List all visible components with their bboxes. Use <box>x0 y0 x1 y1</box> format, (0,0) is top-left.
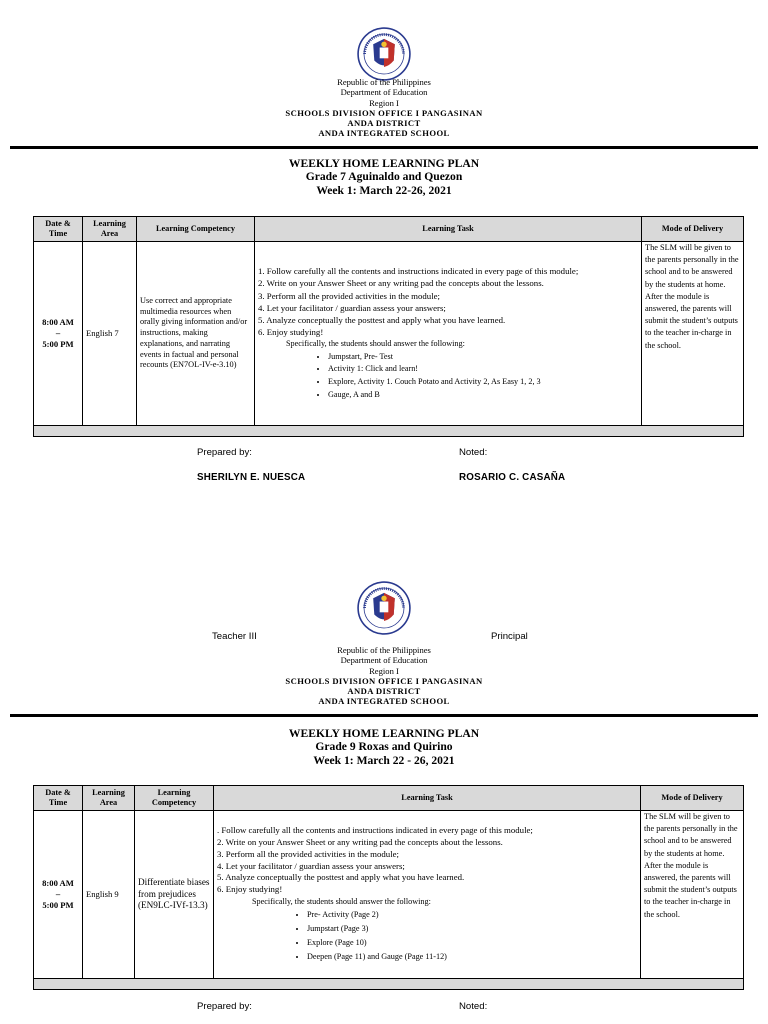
col-learning-task: Learning Task <box>214 786 641 811</box>
plan-title-block <box>0 727 768 767</box>
plan-title-block <box>0 157 768 197</box>
preparer-position: Teacher III <box>212 631 257 642</box>
activity-item: • Jumpstart (Page 3) <box>307 922 637 936</box>
task-item: 1. Follow carefully all the contents and instructions indicated in every page of this module; <box>258 266 579 277</box>
col-mode-of-delivery: Mode of Delivery <box>642 217 744 242</box>
division-line: SCHOOLS DIVISION OFFICE I PANGASINAN <box>285 675 483 686</box>
header-divider <box>10 146 758 149</box>
time-dash: – <box>55 327 61 338</box>
activity-list <box>217 908 637 964</box>
letterhead <box>0 645 768 707</box>
republic-line: Republic of the Philippines <box>337 645 431 655</box>
specifically-line: Specifically, the students should answer the following: <box>286 339 465 349</box>
prepared-by-label: Prepared by: <box>197 1001 252 1012</box>
plan-grade: Grade 7 Aguinaldo and Quezon <box>305 170 463 184</box>
mode-cell: The SLM will be given to the parents personally in the school and to be answered by the students at home. After the module is answered, the parents will submit the student’s outputs to the teacher in-charge in the school. <box>642 242 744 426</box>
col-date-time: Date & Time <box>34 786 83 811</box>
task-item: 2. Write on your Answer Sheet or any writing pad the concepts about the lessons. <box>258 278 544 289</box>
col-learning-area: Learning Area <box>83 786 135 811</box>
table-row <box>34 242 744 426</box>
col-learning-area: Learning Area <box>83 217 137 242</box>
mode-cell: The SLM will be given to the parents personally in the school and to be answered by the students at home. After the module is answered, the parents will submit the student’s outputs to the teacher in-charge in the school. <box>641 811 744 979</box>
specifically-line: Specifically, the students should answer the following: <box>252 896 431 906</box>
table-footer-row <box>34 979 744 990</box>
deped-seal-icon <box>357 581 411 635</box>
col-learning-competency: Learning Competency <box>135 786 214 811</box>
plan-week: Week 1: March 22 - 26, 2021 <box>313 753 455 767</box>
competency-cell: Differentiate biases from prejudices (EN9LC-IVf-13.3) <box>135 811 214 979</box>
school-line: ANDA INTEGRATED SCHOOL <box>318 696 450 707</box>
learning-area-cell: English 9 <box>83 811 135 979</box>
activity-list <box>258 351 638 402</box>
plan-title: WEEKLY HOME LEARNING PLAN <box>288 727 480 740</box>
task-cell <box>214 811 641 979</box>
col-date-time: Date & Time <box>34 217 83 242</box>
task-item: 2. Write on your Answer Sheet or any writing pad the concepts about the lessons. <box>217 837 503 847</box>
noted-label: Noted: <box>459 1001 488 1012</box>
school-line: ANDA INTEGRATED SCHOOL <box>318 128 450 139</box>
region-line: Region I <box>369 97 399 108</box>
learning-plan-table <box>33 785 744 990</box>
time-start: 8:00 AM <box>42 316 74 327</box>
plan-title: WEEKLY HOME LEARNING PLAN <box>288 157 480 170</box>
plan-grade: Grade 9 Roxas and Quirino <box>315 740 453 754</box>
competency-cell: Use correct and appropriate multimedia resources when orally giving information and/or instructions, making explanations, and narrating events in factual and personal recounts (EN7OL-IV-e-3.10) <box>137 242 255 426</box>
task-item: . Follow carefully all the contents and instructions indicated in every page of this module; <box>217 825 533 836</box>
footer-band <box>34 426 744 437</box>
task-item: 6. Enjoy studying! <box>217 884 283 895</box>
activity-item: • Pre- Activity (Page 2) <box>307 908 637 922</box>
time-cell <box>34 811 83 979</box>
activity-item: • Deepen (Page 11) and Gauge (Page 11-12) <box>307 950 637 964</box>
republic-line: Republic of the Philippines <box>337 77 431 87</box>
time-cell <box>34 242 83 426</box>
deped-seal-icon <box>357 27 411 81</box>
header-divider <box>10 714 758 717</box>
learning-area-cell: English 7 <box>83 242 137 426</box>
task-item: 3. Perform all the provided activities in the module; <box>217 848 400 859</box>
task-item: 3. Perform all the provided activities in the module; <box>258 290 441 301</box>
activity-item: • Activity 1: Click and learn! <box>328 363 638 376</box>
district-line: ANDA DISTRICT <box>347 118 421 129</box>
noter-name: ROSARIO C. CASAÑA <box>459 472 566 483</box>
footer-band <box>34 979 744 990</box>
activity-item: • Jumpstart, Pre- Test <box>328 351 638 364</box>
table-footer-row <box>34 426 744 437</box>
table-header-row <box>34 786 744 811</box>
task-item: 6. Enjoy studying! <box>258 327 324 338</box>
department-line: Department of Education <box>340 87 428 98</box>
activity-item: • Gauge, A and B <box>328 389 638 402</box>
col-mode-of-delivery: Mode of Delivery <box>641 786 744 811</box>
time-end: 5:00 PM <box>42 900 74 911</box>
activity-item: • Explore, Activity 1. Couch Potato and Activity 2, As Easy 1, 2, 3 <box>328 376 638 389</box>
time-dash: – <box>55 888 61 899</box>
table-header-row <box>34 217 744 242</box>
learning-plan-table <box>33 216 744 437</box>
department-line: Department of Education <box>340 655 428 666</box>
task-item: 5. Analyze conceptually the posttest and apply what you have learned. <box>217 872 465 883</box>
activity-item: • Explore (Page 10) <box>307 936 637 950</box>
task-item: 5. Analyze conceptually the posttest and apply what you have learned. <box>258 315 506 325</box>
table-row <box>34 811 744 979</box>
noted-label: Noted: <box>459 447 488 458</box>
col-learning-task: Learning Task <box>255 217 642 242</box>
plan-week: Week 1: March 22-26, 2021 <box>316 183 452 197</box>
task-item: 4. Let your facilitator / guardian assess your answers; <box>217 860 405 871</box>
preparer-name: SHERILYN E. NUESCA <box>197 472 306 483</box>
division-line: SCHOOLS DIVISION OFFICE I PANGASINAN <box>285 107 483 118</box>
col-learning-competency: Learning Competency <box>137 217 255 242</box>
letterhead <box>0 77 768 139</box>
region-line: Region I <box>369 665 399 676</box>
task-item: 4. Let your facilitator / guardian assess your answers; <box>258 302 446 313</box>
time-start: 8:00 AM <box>42 877 74 888</box>
noter-position: Principal <box>491 631 528 642</box>
prepared-by-label: Prepared by: <box>197 447 252 458</box>
time-end: 5:00 PM <box>42 339 74 350</box>
district-line: ANDA DISTRICT <box>347 686 421 697</box>
task-cell <box>255 242 642 426</box>
